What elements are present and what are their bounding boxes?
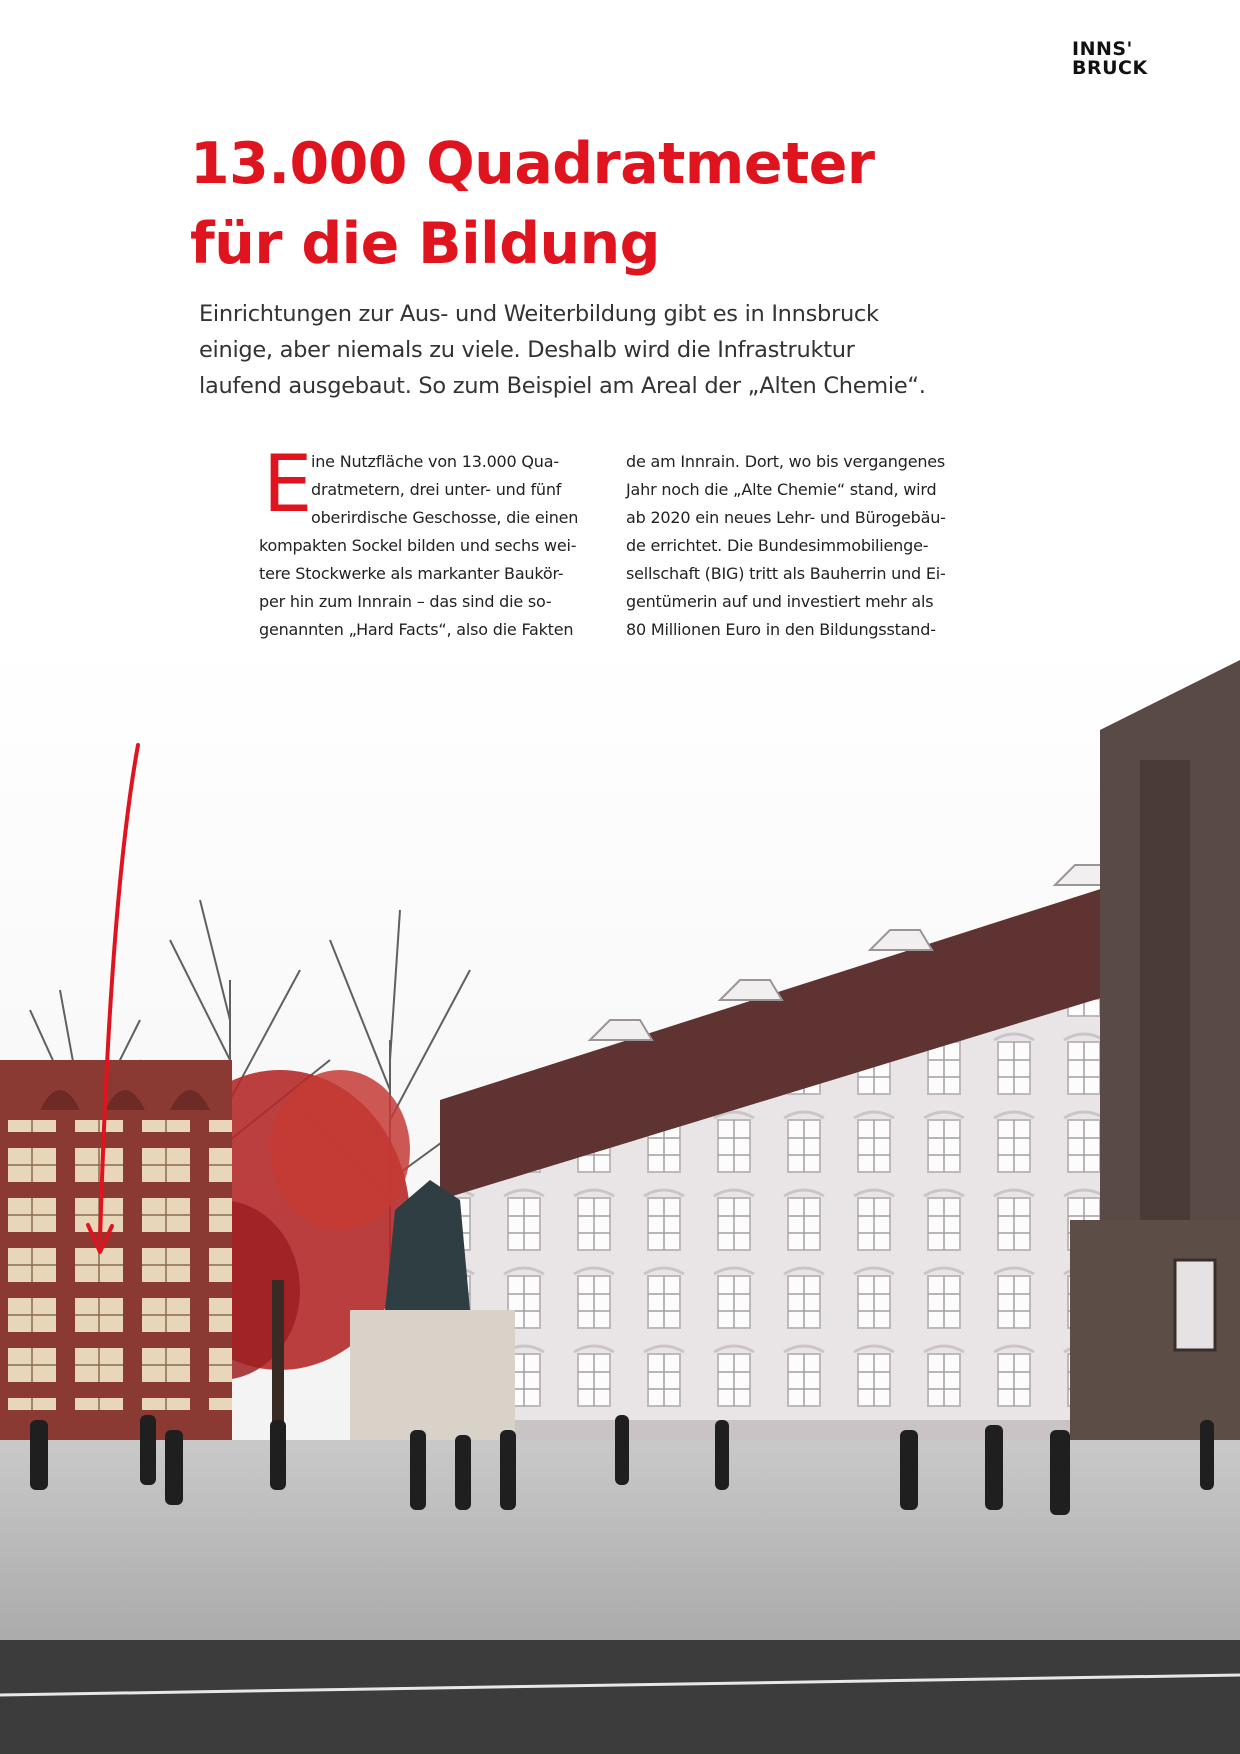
building-rendering-image [0, 640, 1240, 1754]
text-line: de am Innrain. Dort, wo bis vergangenes [626, 452, 946, 471]
title-line-1: 13.000 Quadratmeter [190, 131, 875, 197]
article-column-1 [259, 448, 599, 672]
text-line: de errichtet. Die Bundesimmobilienge- [626, 536, 929, 555]
logo-line-2: BRUCK [1072, 57, 1148, 79]
text-line: tere Stockwerke als markanter Baukör- [259, 564, 564, 583]
lead-line: einige, aber niemals zu viele. Deshalb wird die Infrastruktur [199, 337, 855, 363]
lead-line: laufend ausgebaut. So zum Beispiel am Areal der „Alten Chemie“. [199, 373, 926, 399]
lead-paragraph [199, 296, 926, 404]
page-title [190, 124, 875, 284]
text-line: Jahr noch die „Alte Chemie“ stand, wird [626, 480, 937, 499]
title-line-2: für die Bildung [190, 211, 660, 277]
lead-line: Einrichtungen zur Aus- und Weiterbildung gibt es in Innsbruck [199, 301, 879, 327]
text-line: gentümerin auf und investiert mehr als [626, 592, 934, 611]
text-line: ab 2020 ein neues Lehr- und Bürogebäu- [626, 508, 946, 527]
text-line: ine Nutzfläche von 13.000 Qua- [311, 452, 559, 471]
logo-line-1: INNS' [1072, 38, 1133, 60]
text-line: sellschaft (BIG) tritt als Bauherrin und Ei- [626, 564, 946, 583]
drop-cap: E [263, 440, 313, 530]
text-line: genannten „Hard Facts“, also die Fakten [259, 620, 574, 639]
text-line: oberirdische Geschosse, die einen [311, 508, 579, 527]
text-line: per hin zum Innrain – das sind die so- [259, 592, 552, 611]
new-brick-building [0, 1060, 232, 1440]
text-line: kompakten Sockel bilden und sechs wei- [259, 536, 577, 555]
innsbruck-logo [1072, 40, 1162, 78]
text-line: dratmetern, drei unter- und fünf [311, 480, 562, 499]
text-line: 80 Millionen Euro in den Bildungsstand- [626, 620, 936, 639]
